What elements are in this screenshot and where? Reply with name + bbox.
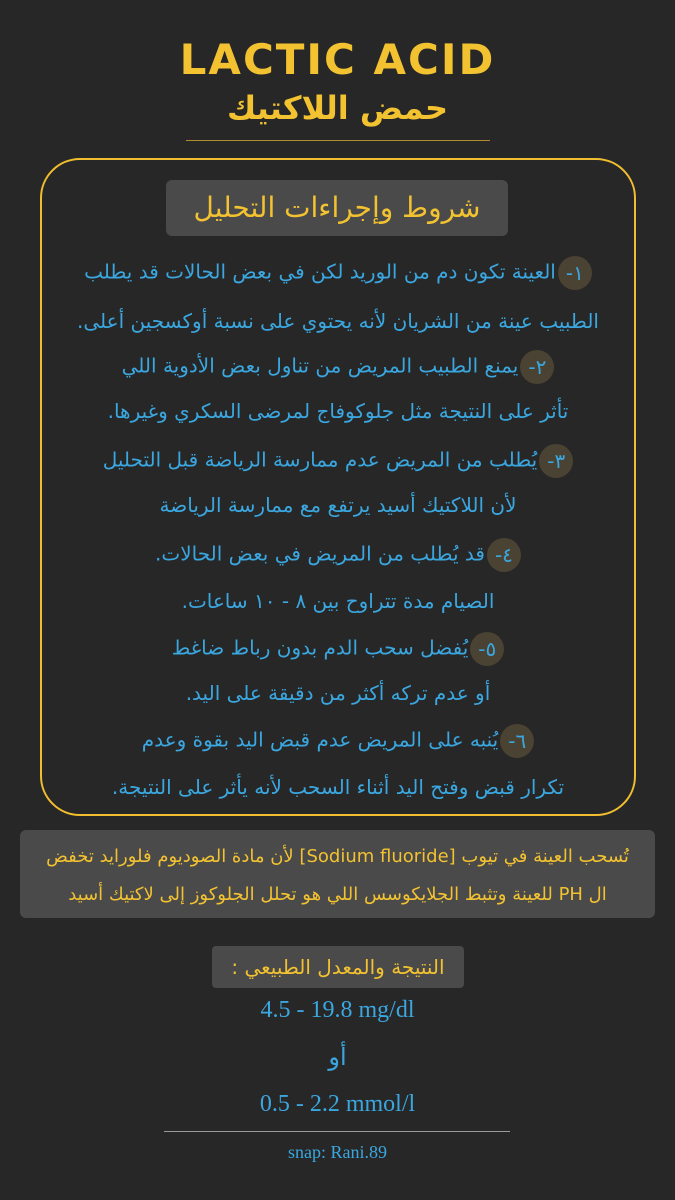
condition-text: لأن اللاكتيك أسيد يرتفع مع ممارسة الرياضة xyxy=(159,493,517,517)
normal-range-mmol: 0.5 - 2.2 mmol/l xyxy=(259,1091,416,1117)
condition-number: ١- xyxy=(558,256,592,290)
condition-2-line-1 xyxy=(40,350,636,384)
condition-number: ٥- xyxy=(470,632,504,666)
condition-text: يُنبه على المريض عدم قبض اليد بقوة وعدم xyxy=(141,727,499,752)
conditions-heading: شروط وإجراءات التحليل xyxy=(166,180,508,236)
condition-4-line-1 xyxy=(40,538,636,572)
credit-text: snap: Rani.89 xyxy=(288,1142,387,1162)
condition-5-line-2 xyxy=(40,678,636,708)
condition-text: تكرار قبض وفتح اليد أثناء السحب لأنه يأثر على النتيجة. xyxy=(111,775,565,799)
condition-number: ٦- xyxy=(500,724,534,758)
condition-4-line-2 xyxy=(40,586,636,616)
or-separator: أو xyxy=(328,1045,347,1071)
condition-text: قد يُطلب من المريض في بعض الحالات. xyxy=(155,541,485,566)
condition-2-line-2 xyxy=(40,396,636,426)
condition-number: ٣- xyxy=(539,444,573,478)
condition-number: ٤- xyxy=(487,538,521,572)
title-english: LACTIC ACID xyxy=(179,35,496,84)
condition-6-line-1 xyxy=(40,724,636,758)
title-divider xyxy=(186,140,490,141)
note-line-2: ال PH للعينة وتثبط الجلايكوسس اللي هو تحلل الجلوكوز إلى لاكتيك أسيد xyxy=(68,884,607,905)
condition-6-line-2 xyxy=(40,772,636,802)
condition-text: تأثر على النتيجة مثل جلوكوفاج لمرضى السكري وغيرها. xyxy=(107,399,569,423)
condition-1-line-2 xyxy=(40,306,636,336)
condition-text: أو عدم تركه أكثر من دقيقة على اليد. xyxy=(185,681,491,705)
condition-5-line-1 xyxy=(40,632,636,666)
note-line-1: تُسحب العينة في تيوب [Sodium fluoride] لأن مادة الصوديوم فلورايد تخفض xyxy=(46,846,629,867)
condition-text: العينة تكون دم من الوريد لكن في بعض الحالات قد يطلب xyxy=(84,259,556,284)
condition-1-line-1 xyxy=(40,256,636,290)
condition-text: الطبيب عينة من الشريان لأنه يحتوي على نسبة أوكسجين أعلى. xyxy=(77,309,599,333)
condition-text: يُفضل سحب الدم بدون رباط ضاغط xyxy=(171,635,469,660)
condition-3-line-2 xyxy=(40,490,636,520)
normal-range-mg: 4.5 - 19.8 mg/dl xyxy=(260,997,415,1023)
footer-divider xyxy=(164,1131,510,1132)
condition-3-line-1 xyxy=(40,444,636,478)
condition-number: ٢- xyxy=(520,350,554,384)
condition-text: الصيام مدة تتراوح بين ٨ - ١٠ ساعات. xyxy=(181,589,495,613)
title-arabic: حمض اللاكتيك xyxy=(226,89,449,127)
results-heading: النتيجة والمعدل الطبيعي : xyxy=(212,946,464,988)
condition-text: يمنع الطبيب المريض من تناول بعض الأدوية اللي xyxy=(121,353,519,378)
condition-text: يُطلب من المريض عدم ممارسة الرياضة قبل التحليل xyxy=(102,447,538,472)
